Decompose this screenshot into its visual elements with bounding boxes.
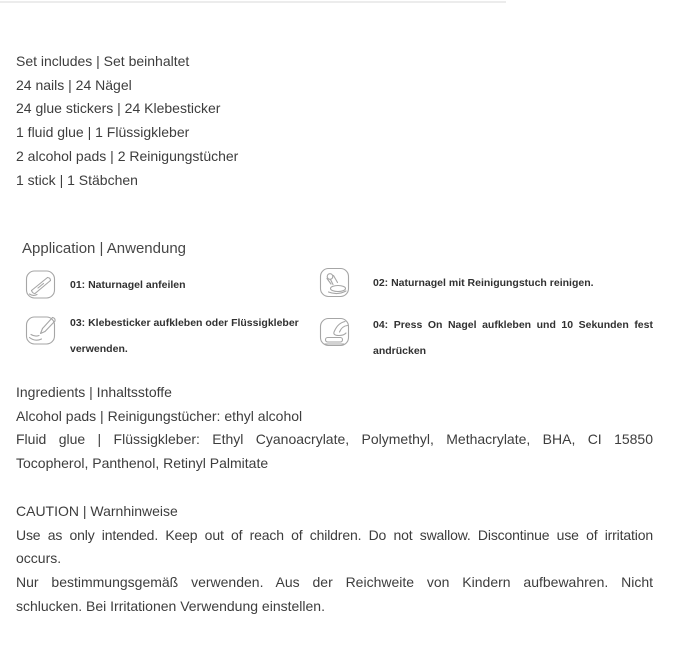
set-includes-section xyxy=(16,50,238,192)
caution-english-line-2: occurs. xyxy=(16,550,62,567)
set-includes-heading: Set includes | Set beinhaltet xyxy=(16,53,190,69)
caution-heading: CAUTION | Warnhinweise xyxy=(16,503,178,519)
set-item-nails: 24 nails | 24 Nägel xyxy=(16,76,132,93)
application-step-1 xyxy=(70,278,186,292)
set-item-glue-stickers: 24 glue stickers | 24 Klebesticker xyxy=(16,100,221,117)
press-nail-icon xyxy=(318,315,352,349)
application-step-3 xyxy=(70,316,299,356)
step-1-text: 01: Naturnagel anfeilen xyxy=(70,279,186,291)
ingredients-fluid-glue: Fluid glue | Flüssigkleber: Ethyl Cyanoacrylate, Polymethyl, Methacrylate, BHA, CI 15850 xyxy=(16,431,653,448)
caution-section xyxy=(16,500,653,619)
top-divider xyxy=(0,1,506,3)
step-3-text-line-2: verwenden. xyxy=(70,343,128,355)
set-item-fluid-glue: 1 fluid glue | 1 Flüssigkleber xyxy=(16,124,190,141)
caution-german-line-1: Nur bestimmungsgemäß verwenden. Aus der Reichweite von Kindern aufbewahren. Nicht xyxy=(16,574,653,591)
step-4-text-line-2: andrücken xyxy=(373,345,427,357)
ingredients-section xyxy=(16,381,653,476)
application-step-2 xyxy=(373,276,594,290)
ingredients-heading: Ingredients | Inhaltsstoffe xyxy=(16,384,172,400)
ingredients-fluid-glue-cont: Tocopherol, Panthenol, Retinyl Palmitate xyxy=(16,455,269,472)
caution-english-line-1: Use as only intended. Keep out of reach of children. Do not swallow. Discontinue use of irritation xyxy=(16,526,653,543)
application-step-4 xyxy=(373,318,653,358)
step-3-text-line-1: 03: Klebesticker aufkleben oder Flüssigkleber xyxy=(70,317,299,329)
step-4-text-line-1: 04: Press On Nagel aufkleben und 10 Sekunden fest xyxy=(373,319,653,331)
set-item-stick: 1 stick | 1 Stäbchen xyxy=(16,171,138,188)
set-item-alcohol-pads: 2 alcohol pads | 2 Reinigungstücher xyxy=(16,147,239,164)
step-2-text: 02: Naturnagel mit Reinigungstuch reinigen. xyxy=(373,277,594,289)
ingredients-alcohol-pads: Alcohol pads | Reinigungstücher: ethyl alcohol xyxy=(16,407,303,424)
cleaning-pad-icon xyxy=(318,266,352,300)
application-heading: Application | Anwendung xyxy=(22,240,187,257)
caution-german-line-2: schlucken. Bei Irritationen Verwendung einstellen. xyxy=(16,597,325,614)
glue-pen-icon xyxy=(24,313,58,347)
nail-file-icon xyxy=(24,268,58,302)
